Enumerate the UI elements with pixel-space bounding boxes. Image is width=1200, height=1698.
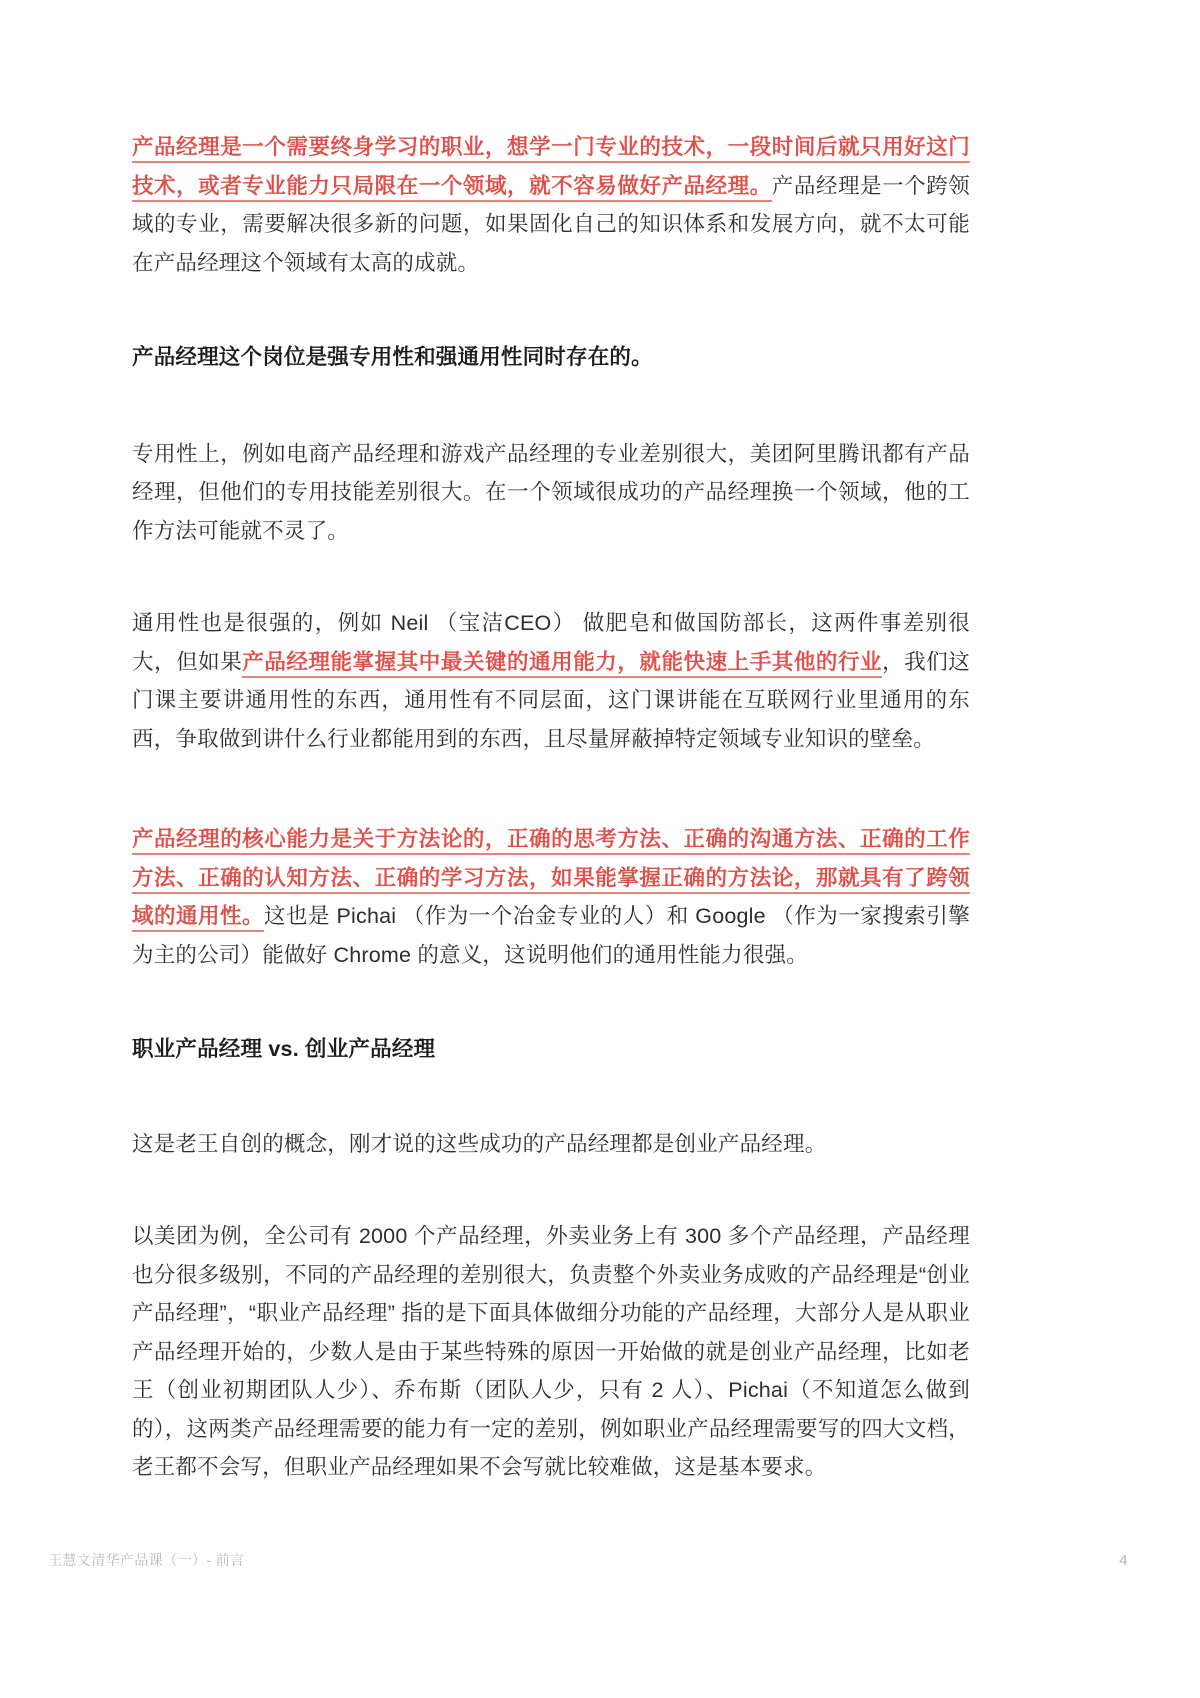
paragraph-3-before: 通用性也是很强的，例如 Neil （宝洁CEO） 做肥皂和做国防部长，这两件事差别很大，但如果 — [132, 611, 970, 674]
paragraph-1 — [132, 128, 970, 282]
paragraph-2: 专用性上，例如电商产品经理和游戏产品经理的专业差别很大，美团阿里腾讯都有产品经理，但他们的专用技能差别很大。在一个领域很成功的产品经理换一个领域，他的工作方法可能就不灵了。 — [132, 441, 970, 543]
highlighted-text-1: 产品经理是一个需要终身学习的职业，想学一门专业的技术，一段时间后就只用好这门技术，或者专业能力只局限在一个领域，就不容易做好产品经理。 — [132, 135, 970, 202]
paragraph-3-after: ，我们这门课主要讲通用性的东西，通用性有不同层面，这门课讲能在互联网行业里通用的东西，争取做到讲什么行业都能用到的东西，且尽量屏蔽掉特定领域专业知识的壁垒。 — [132, 649, 970, 751]
page-footer — [0, 1550, 1200, 1570]
paragraph-4-rest: 这也是 Pichai （作为一个冶金专业的人）和 Google （作为一家搜索引擎为主的公司）能做好 Chrome 的意义，这说明他们的通用性能力很强。 — [132, 904, 971, 967]
highlighted-text-2: 产品经理能掌握其中最关键的通用能力，就能快速上手其他的行业 — [242, 650, 882, 678]
section-heading-2: 职业产品经理 vs. 创业产品经理 — [132, 1037, 436, 1061]
paragraph-4 — [132, 820, 970, 974]
footer-note: 王慧文清华产品课（一）- 前言 — [48, 1552, 245, 1568]
paragraph-1-rest: 产品经理是一个跨领域的专业，需要解决很多新的问题，如果固化自己的知识体系和发展方向，就不太可能在产品经理这个领域有太高的成就。 — [132, 173, 970, 275]
page-content — [132, 128, 970, 1487]
section-heading-1: 产品经理这个岗位是强专用性和强通用性同时存在的。 — [132, 345, 653, 369]
paragraph-5: 这是老王自创的概念，刚才说的这些成功的产品经理都是创业产品经理。 — [132, 1131, 827, 1156]
paragraph-6: 以美团为例，全公司有 2000 个产品经理，外卖业务上有 300 多个产品经理，产品经理也分很多级别，不同的产品经理的差别很大，负责整个外卖业务成败的产品经理是“创业产品经理”，“职业产品经理” 指的是下面具体做细分功能的产品经理，大部分人是从职业产品经理开始的，少数人是由于某些特殊的原因一开始做的就是创业产品经理，比如老王（创业初期团队人少）、乔布斯（团队人少，只有 2 人）、Pichai（不知道怎么做到的），这两类产品经理需要的能力有一定的差别，例如职业产品经理需要写的四大文档，老王都不会写，但职业产品经理如果不会写就比较难做，这是基本要求。 — [132, 1224, 970, 1479]
page-number: 4 — [1119, 1551, 1128, 1569]
highlighted-text-3: 产品经理的核心能力是关于方法论的，正确的思考方法、正确的沟通方法、正确的工作方法、正确的认知方法、正确的学习方法，如果能掌握正确的方法论，那就具有了跨领域的通用性。 — [132, 827, 970, 932]
paragraph-3 — [132, 604, 970, 758]
